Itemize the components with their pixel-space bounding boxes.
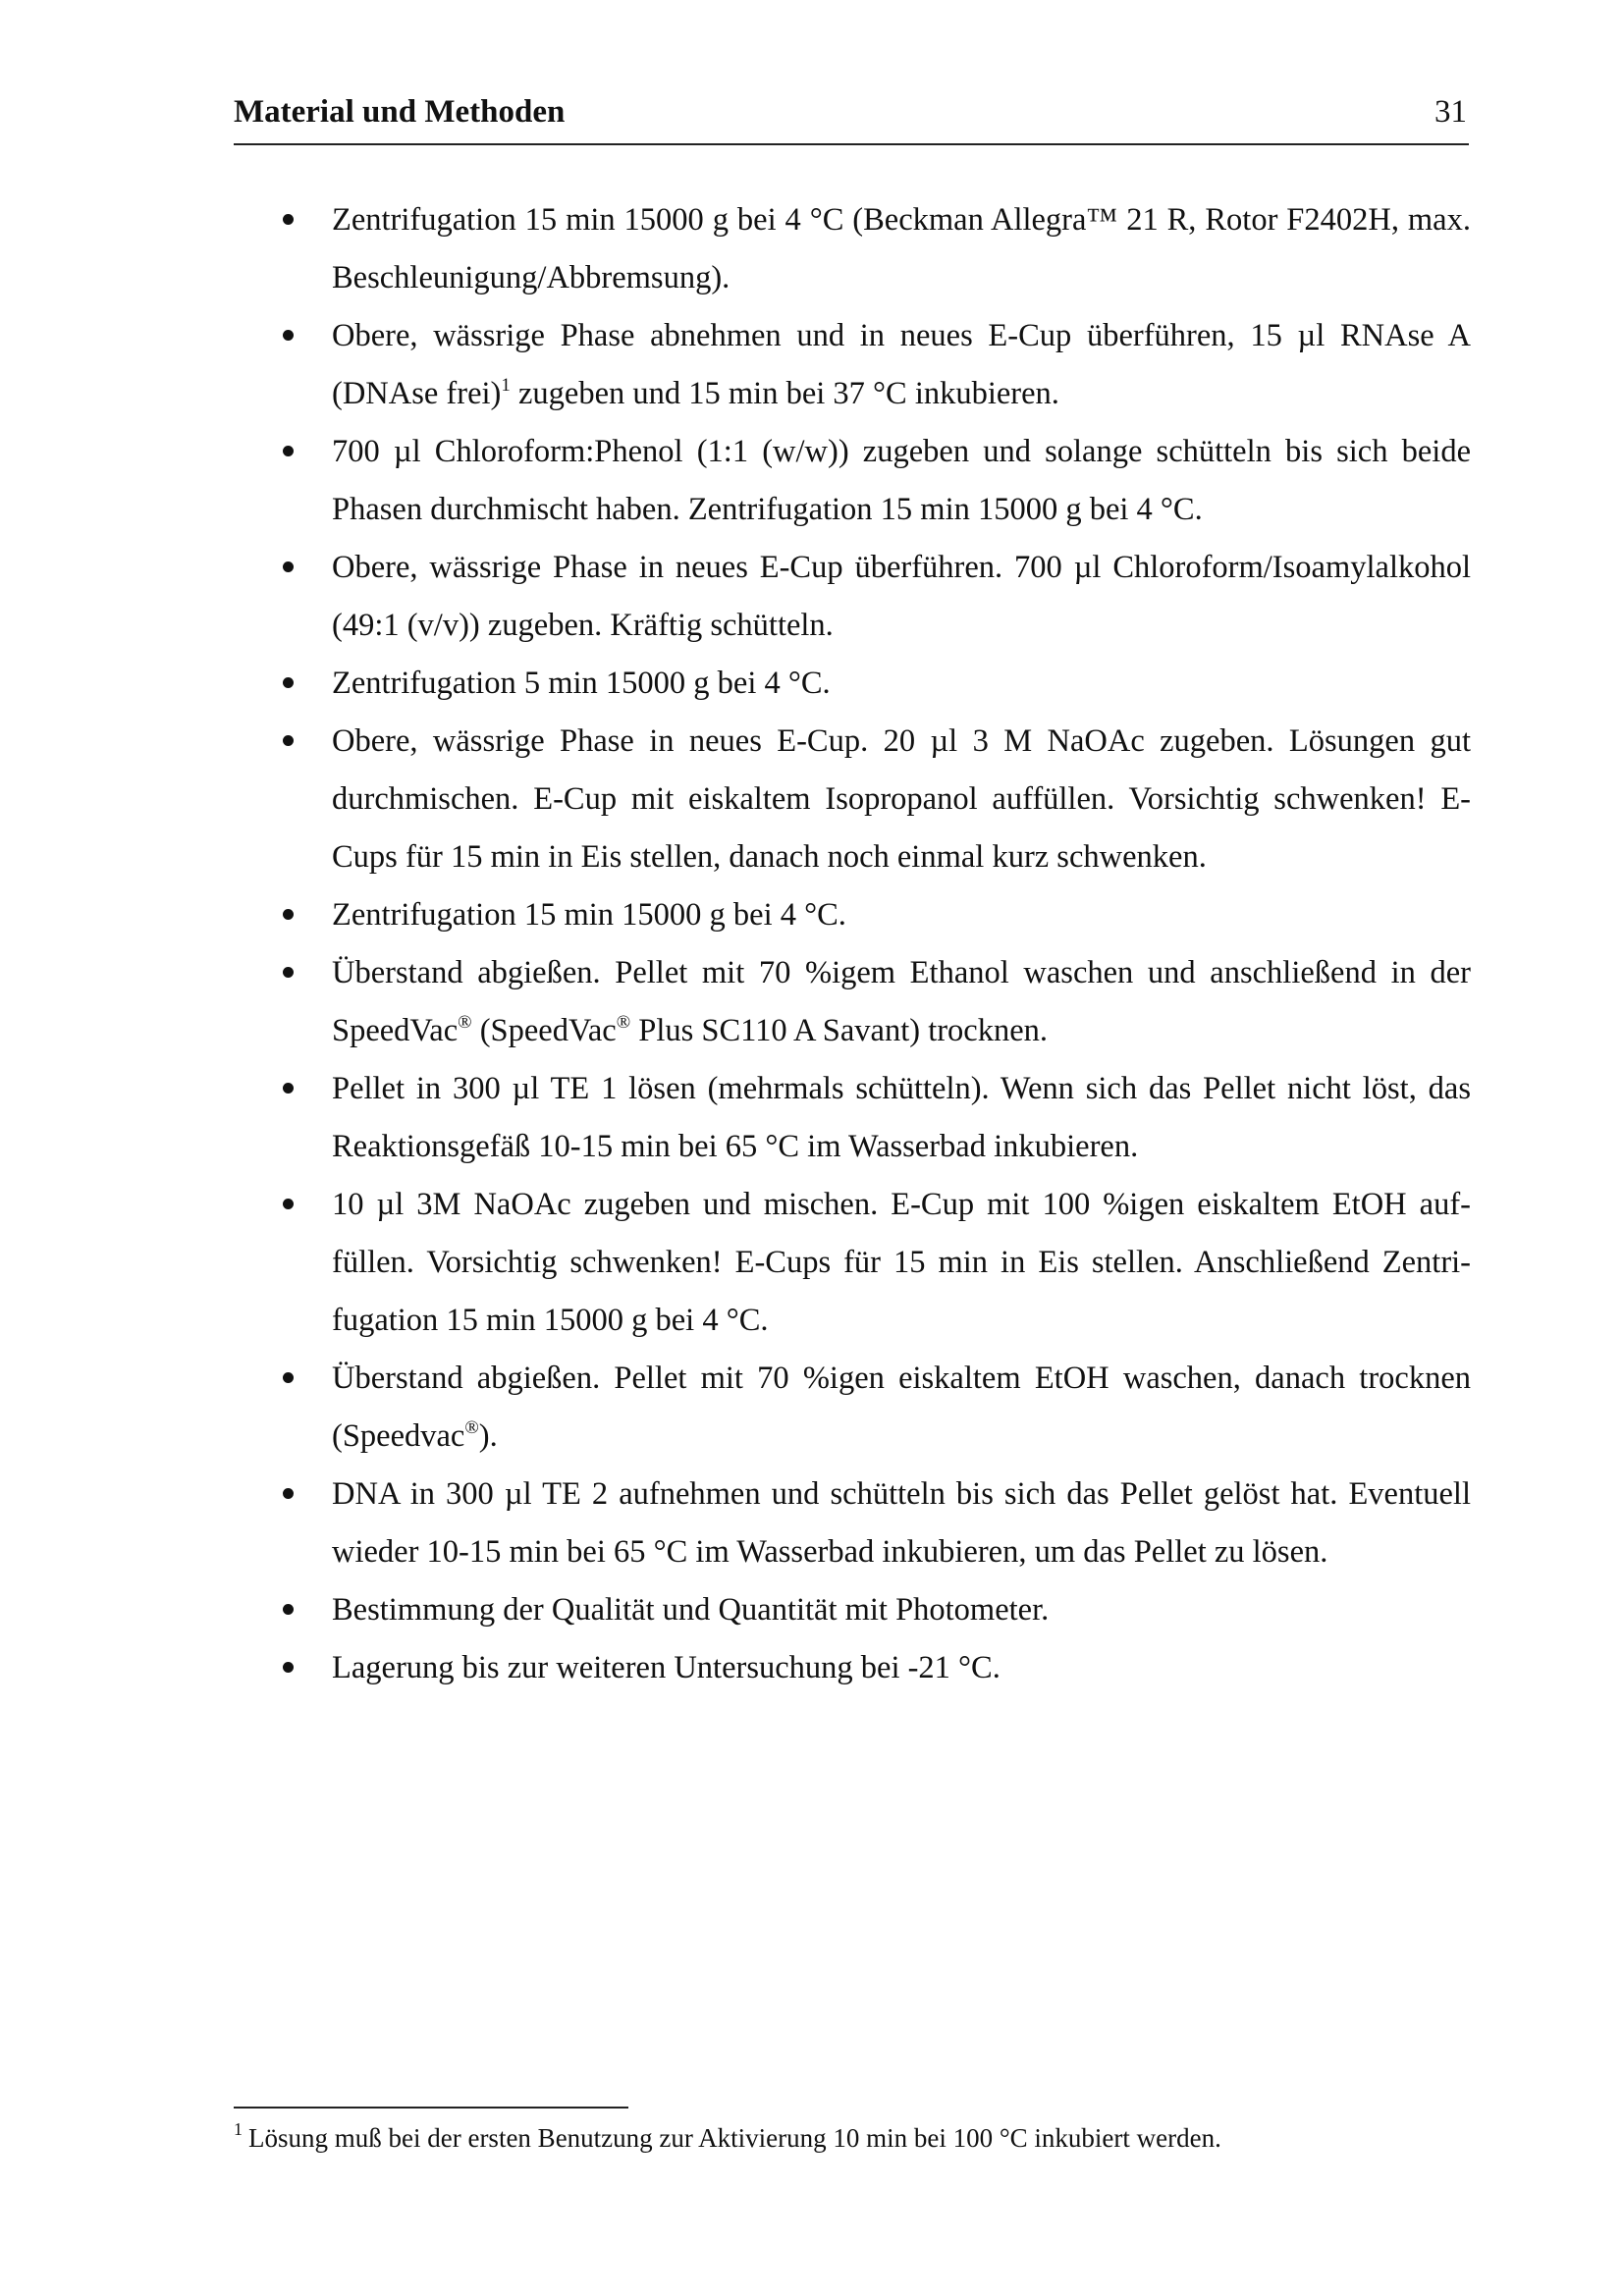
bullet-icon	[283, 1083, 294, 1094]
page-header	[234, 90, 1469, 145]
bullet-icon	[283, 446, 294, 456]
list-item	[283, 1581, 1471, 1639]
footnote-mark: 1	[234, 2119, 243, 2139]
bullet-icon	[283, 561, 294, 572]
list-item	[283, 1060, 1471, 1176]
list-item	[283, 539, 1471, 655]
list-item-text	[332, 318, 1471, 411]
list-item	[283, 944, 1471, 1060]
footnote-divider	[234, 2107, 628, 2109]
list-item-text: DNA in 300 µl TE 2 aufnehmen und schütteln bis sich das Pellet gelöst hat. Eventuell wieder 10-15 min bei 65 °C im Wasserbad inkubieren, um das Pellet zu lösen.	[332, 1476, 1471, 1570]
list-item-text: Lagerung bis zur weiteren Untersuchung bei -21 °C.	[332, 1650, 1001, 1685]
bullet-icon	[283, 1488, 294, 1499]
list-item-text-part: ).	[478, 1418, 498, 1454]
list-item-text: Obere, wässrige Phase in neues E-Cup. 20 µl 3 M NaOAc zugeben. Lösungen gut durchmischen. E-Cup mit eiskaltem Isopropanol auffüllen. Vorsichtig schwenken! E-Cups für 15 min in Eis stellen, danach noch einmal kurz schwenken.	[332, 723, 1471, 875]
footnote-text: Lösung muß bei der ersten Benutzung zur Aktivierung 10 min bei 100 °C inkubiert werden.	[248, 2123, 1221, 2153]
bullet-icon	[283, 1372, 294, 1383]
list-item-text: Zentrifugation 5 min 15000 g bei 4 °C.	[332, 666, 831, 701]
registered-mark: ®	[458, 1012, 472, 1033]
list-item-text: 10 µl 3M NaOAc zugeben und mischen. E-Cup mit 100 %igen eiskaltem EtOH auf-füllen. Vorsichtig schwenken! E-Cups für 15 min in Eis stellen. Anschließend Zentri-fugation 15 min 15000 g bei 4 °C.	[332, 1187, 1471, 1338]
list-item	[283, 713, 1471, 886]
list-item-text: 700 µl Chloroform:Phenol (1:1 (w/w)) zugeben und solange schütteln bis sich beide Phasen durchmischt haben. Zentrifugation 15 min 15000 g bei 4 °C.	[332, 434, 1471, 527]
list-item	[283, 655, 1471, 713]
list-item	[283, 886, 1471, 944]
bullet-icon	[283, 1199, 294, 1209]
bullet-icon	[283, 214, 294, 225]
list-item	[283, 1176, 1471, 1350]
bullet-icon	[283, 909, 294, 920]
footnote	[234, 2118, 1221, 2158]
bullet-icon	[283, 677, 294, 688]
list-item-text: Bestimmung der Qualität und Quantität mit Photometer.	[332, 1592, 1050, 1628]
list-item-text-part: Überstand abgießen. Pellet mit 70 %igem Ethanol waschen und anschließend in der SpeedVac	[332, 955, 1471, 1048]
list-item-text-part: Überstand abgießen. Pellet mit 70 %igen eiskaltem EtOH waschen, danach trocknen (Speedvac	[332, 1361, 1471, 1454]
list-item	[283, 423, 1471, 539]
bullet-icon	[283, 735, 294, 746]
page-number: 31	[1434, 94, 1467, 130]
list-item-text-part: (SpeedVac	[471, 1013, 617, 1048]
list-item	[283, 1466, 1471, 1581]
protocol-steps-list	[283, 191, 1471, 1697]
list-item-text-part: zugeben und 15 min bei 37 °C inkubieren.	[510, 376, 1059, 411]
bullet-icon	[283, 330, 294, 341]
list-item-text-part: Plus SC110 A Savant) trocknen.	[630, 1013, 1049, 1048]
bullet-icon	[283, 967, 294, 978]
list-item-text: Obere, wässrige Phase in neues E-Cup überführen. 700 µl Chloroform/Isoamylalkohol (49:1 (v/v)) zugeben. Kräftig schütteln.	[332, 550, 1471, 643]
list-item-text: Zentrifugation 15 min 15000 g bei 4 °C (Beckman Allegra™ 21 R, Rotor F2402H, max. Beschleunigung/Abbremsung).	[332, 202, 1471, 295]
list-item	[283, 1639, 1471, 1697]
list-item-text: Zentrifugation 15 min 15000 g bei 4 °C.	[332, 897, 846, 933]
list-item	[283, 1350, 1471, 1466]
registered-mark: ®	[616, 1012, 631, 1033]
bullet-icon	[283, 1662, 294, 1673]
footnote-reference: 1	[501, 375, 511, 396]
list-item-text	[332, 1361, 1471, 1454]
bullet-icon	[283, 1604, 294, 1615]
list-item	[283, 191, 1471, 307]
registered-mark: ®	[464, 1417, 479, 1438]
list-item-text	[332, 955, 1471, 1048]
section-title: Material und Methoden	[234, 94, 566, 130]
list-item	[283, 307, 1471, 423]
list-item-text: Pellet in 300 µl TE 1 lösen (mehrmals schütteln). Wenn sich das Pellet nicht löst, das Reaktionsgefäß 10-15 min bei 65 °C im Wasserbad inkubieren.	[332, 1071, 1471, 1164]
list-item-text-part: Obere, wässrige Phase abnehmen und in neues E-Cup überführen, 15 µl RNAse A (DNAse frei)	[332, 318, 1471, 411]
